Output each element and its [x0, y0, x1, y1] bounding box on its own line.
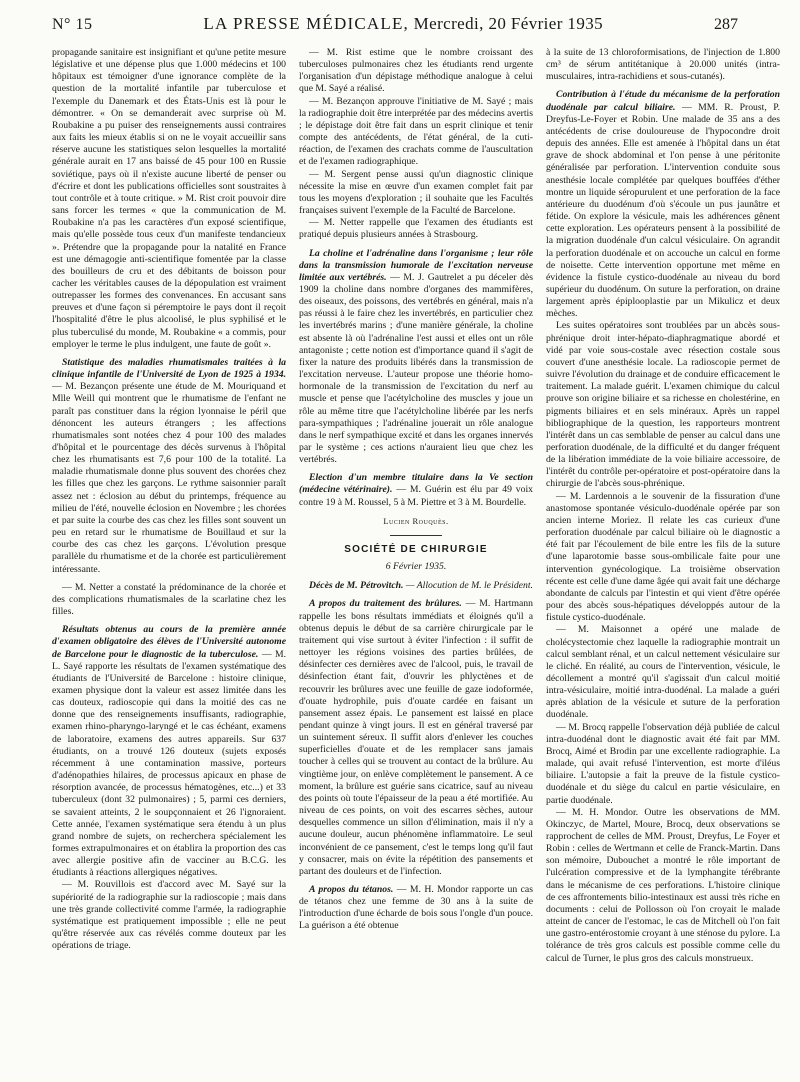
paragraph [299, 580, 533, 592]
paragraph: Les suites opératoires sont troublées par un abcès sous-phrénique droit inter-hépato-diaphragmatique abordé et vidé par voie sous-costale avec résection costale sous couvert d'une anesthésie locale. La radioscopie permet de suivre l'évolution du drainage et de conduire efficacement le traitement. La malade guérit. L'examen chimique du calcul prouve son origine biliaire et sa richesse en cholestérine, en pigments biliaires et en sels minéraux. Après un rappel bibliographique de la question, les rapporteurs montrent l'intérêt dans un cas semblable de penser au calcul dans une perforation duodénale, de la difficulté et du danger fréquent de la libération immédiate de la voie biliaire accessoire, de l'intérêt du contrôle per-opératoire et post-opératoire dans la chirurgie de l'abcès sous-phrénique. [546, 320, 780, 490]
paragraph-body: — M. Hartmann rappelle les bons résultats immédiats et éloignés qu'il a obtenus depuis le début de sa carrière chirurgicale par le traitement qui vise surtout à éviter l'infection : il suffit de nettoyer les régions voisines des parties brûlées, de désinfecter ces dernières avec de l'alcool, puis, le travail de désinfection étant fait, d'ouvrir les phlyctènes et de recouvrir les brûlures avec une feuille de gaze iodoformée, d'ouate hydrophile, puis d'ouate cardée en faisant un pansement assez épais. Le pansement est laissé en place pendant quinze à vingt jours. Il est en général traversé par un suintement séreux. Il suffit alors d'enlever les couches superficielles d'ouate et de les remplacer sans jamais toucher à celles qui se trouvent au contact de la brûlure. Au vingtième jour, on enlève complètement le pansement. A ce moment, la brûlure est guérie sans cicatrice, sauf au niveau des points où toute l'épaisseur de la peau a été mortifiée. Au niveau de ces points, on voit des escarres sèches, autour desquelles commence un sillon d'élimination, mais il n'y a aucune douleur, aucun phénomène inflammatoire. Le seul inconvénient de ce pansement, c'est le temps long qu'il faut y consacrer, mais on évite la répétition des pansements et partant des douleurs et de l'infection. [299, 598, 533, 877]
paragraph-heading: Statistique des maladies rhumatismales traitées à la clinique infantile de l'Université de Lyon de 1925 à 1934. [52, 356, 286, 381]
paragraph [299, 598, 533, 878]
paragraph-heading: Résultats obtenus au cours de la première année d'examen obligatoire des élèves de l'Université autonome de Barcelone pour le diagnostic de la tuberculose. [52, 624, 286, 660]
paragraph-body: — Allocution de M. le Président. [403, 580, 533, 592]
paragraph: — M. Brocq rappelle l'observation déjà publiée de calcul intra-duodénal dont le diagnostic avait été fait par MM. Brocq, Aimé et Brodin par une excellente radiographie. La malade, qui avait refusé l'intervention, est morte d'iléus biliaire. L'autopsie a fait la preuve de la fistule cystico-duodénale et du siège du calcul en partie vésiculaire, en partie duodénale. [546, 721, 780, 806]
paragraph-body: — MM. R. Proust, P. Dreyfus-Le-Foyer et Robin. Une malade de 35 ans a des antécédents de crise douloureuse de l'hypocondre droit depuis des années. Elle est amenée à l'hôpital dans un état grave de shock abdominal et l'on pense à une péritonite généralisée par perforation. L'intervention conduite sous anesthésie locale complétée par quelques bouffées d'éther montre un liquide séropurulent et une perforation de la face antérieure du duodénum d'où s'écoule un pus jaunâtre et fétide. On explore la vésicule, mais les adhérences gênent cette exploration. Les opérateurs pensent à la possibilité de la migration duodénale d'un calcul vésiculaire. On agrandit la perforation duodénale et on accouche un calcul en forme de noisette. Cette intervention opportune met même en évidence la fistule cystico-duodénale au niveau du bord supérieur du duodénum. On suture la perforation, on draine largement après épiplooplastie par un Mikulicz et deux mèches. [546, 101, 780, 320]
issue-date: Mercredi, 20 Février 1935 [413, 14, 604, 33]
section-divider [390, 535, 442, 536]
paragraph-body: — M. H. Mondor rapporte un cas de tétanos chez une femme de 30 ans à la suite de l'introduction d'une écharde de bois sous l'ongle d'un pouce. La guérison a été obtenue [299, 884, 533, 932]
paragraph-body: — M. J. Gautrelet a pu déceler dès 1909 la choline dans nombre d'organes des mammifères, des oiseaux, des poissons, des vertébrés en général, mais n'a pas réussi à le faire chez les invertébrés, en particulier chez les invertébrés marins ; d'une manière générale, la choline est absente là où l'adrénaline l'est aussi et elles ont un rôle antagoniste ; cette notion est d'importance quand il s'agit de fixer la nature des produits libérés dans la transmission de l'excitation nerveuse. L'auteur propose une théorie homo-hormonale de la transmission de l'excitation du nerf au muscle et pense que l'acétylcholine des muscles y joue un rôle au même titre que l'acétylcholine libérée par les nerfs para-sympathiques ; l'adrénaline jouerait un rôle analogue dans le nerf sympathique excité et dans les organes innervés par le système ; ces actions n'auraient lieu que chez les vertébrés. [299, 271, 533, 466]
paragraph: — M. Maisonnet a opéré une malade de cholécystectomie chez laquelle la radiographie montrait un calcul semblant rénal, et un calcul nettement vésiculaire sur le cliché. En réalité, au cours de l'intervention, vésicule, le décollement a montré qu'il s'agissait d'un calcul moitié intra-vésiculaire, moitié intra-duodénal. La malade a guéri après ablation de la vésicule et suture de la perforation duodénale. [546, 624, 780, 721]
paragraph: — M. Lardennois a le souvenir de la fissuration d'une anastomose spontanée vésiculo-duodénale opérée par son ancien interne Moriez. Il relate les cas curieux d'une perforation duodénale par calcul biliaire où le diagnostic a été fait par l'écoulement de bile entre les fils de la suture d'une laparotomie basse sous-ombilicale faite pour une intervention gynécologique. La troisième observation récente est celle d'une dame âgée qui avait fait une décharge abondante de calculs par l'intestin et qui vient d'être opérée pour des abcès sous-hépatiques développés autour de la fistule cystico-duodénale. [546, 490, 780, 624]
issue-number: N° 15 [52, 16, 93, 33]
paragraph: — M. Bezançon approuve l'initiative de M. Sayé ; mais la radiographie doit être interprétée par des médecins avertis ; le dépistage doit être fait dans un esprit clinique et tenir compte des antécédents, de l'état général, de la cuti-réaction, de l'examen des crachats comme de l'auscultation et de l'examen radiographique. [299, 95, 533, 168]
paragraph [52, 624, 286, 879]
paragraph [299, 248, 533, 467]
author-signature: Lucien Rouquès. [383, 515, 449, 526]
paragraph-body: — M. Bezançon présente une étude de M. Mouriquand et Mlle Weill qui montrent que le rhumatisme de l'enfant ne paraît pas constituer dans la région lyonnaise le péril que dénoncent les auteurs étrangers ; les affections rhumatismales sont notées chez 4 pour 100 des malades d'hôpital et le pourcentage des décès survenus à l'hôpital chez les rhumatisants est 7,6 pour 100 de la totalité. La maladie rhumatismale donne plus souvent des chorées chez les filles que chez les garçons. Le rythme saisonnier paraît assez net : éclosion au début du printemps, fréquence au milieu de l'été, nouvelle éclosion en Novembre ; les chorées et par suite la courbe des cas chez les filles sont souvent un peu en retard sur le rhumatisme de Bouillaud et sur la courbe des cas chez les garçons. L'évolution presque parallèle du rhumatisme et de la chorée est particulièrement intéressante. [52, 381, 286, 575]
masthead [203, 14, 603, 34]
paragraph: — M. Rouvillois est d'accord avec M. Sayé sur la supériorité de la radiographie sur la radioscopie ; mais dans une très grande collectivité comme l'armée, la radiographie systématique est pratiquement impossible ; elle ne peut qu'être réservée aux cas révélés comme douteux par les opérations de triage. [52, 879, 286, 952]
paragraph: — M. Rist estime que le nombre croissant des tuberculoses pulmonaires chez les étudiants rend urgente l'organisation d'un dépistage méthodique analogue à celui que M. Sayé a réalisé. [299, 47, 533, 95]
section-date: 6 Février 1935. [385, 561, 447, 573]
paragraph: — M. H. Mondor. Outre les observations de MM. Okinczyc, de Martel, Moure, Brocq, deux observations se rapprochent de celles de MM. Proust, Dreyfus, Le Foyer et Robin : celles de Wertmann et celle de Franck-Martin. Dans son mémoire, Dubouchet a montré le rôle important de l'ulcération compressive et de la lymphangite térébrante dans le mécanisme de ces perforations. L'histoire clinique de ces affrontements bilio-intestinaux est aussi très riche en documents : celui de Pollosson où l'on croyait le malade atteint de cancer de l'estomac, le cas de Mitchell où l'on fait une gastro-entérostomie croyant à une sténose du pylore. La tolérance de très gros calculs est possible comme celle du calcul de Turner, le plus gros des calculs monstrueux. [546, 806, 780, 964]
paragraph: — M. Netter a constaté la prédominance de la chorée et des complications rhumatismales de la scarlatine chez les filles. [52, 581, 286, 618]
paragraph [546, 89, 780, 320]
paragraph [299, 472, 533, 508]
column-middle [299, 47, 533, 1069]
section-title: SOCIÉTÉ DE CHIRURGIE [344, 543, 488, 555]
paragraph-body: — M. Guérin est élu par 49 voix contre 19 à M. Roussel, 5 à M. Piettre et 3 à M. Bourdelle. [299, 484, 533, 508]
paragraph: propagande sanitaire est insignifiant et qu'une petite mesure législative et une dépense plus que 1.000 médecins et 100 hôpitaux est témoigner d'une ignorance complète de la question de la mortalité infantile par tuberculose et l'exemple du Danemark et des États-Unis est là pour le démontrer. « On se demanderait avec surprise où M. Roubakine a pu puiser des renseignements aussi contraires aux faits les mieux établis si on ne le voyait accueillir sans réserve aucune les statistiques selon lesquelles la mortalité générale aurait en 17 ans baissé de 45 pour 100 en Russie soviétique, pays où il n'existe aucune liberté de penser ou d'écrire et dont les publications officielles sont soustraites à tout contrôle et à toute critique. » M. Rist croit pouvoir dire sans forcer les termes « que la communication de M. Roubakine n'a pas les caractères d'un exposé scientifique, mais qu'elle possède tous ceux d'un manifeste tendancieux ». Prétendre que la propagande pour la natalité en France est une démagogie anti-scientifique fomentée par la classe des bouilleurs de cru et des débitants de boisson pour cacher les véritables causes de la dépopulation est vraiment outrepasser les formes des convenances. En accusant sans preuves et d'une façon si péremptoire le pays dont il reçoit l'hospitalité d'être le plus alcoolisé, le plus syphilisé et le plus tuberculisé du monde, M. Roubakine « a commis, pour employer le terme le plus indulgent, une faute de goût ». [52, 47, 286, 350]
paragraph-body: — M. L. Sayé rapporte les résultats de l'examen systématique des étudiants de l'Université de Barcelone : histoire clinique, examen physique dont la valeur est assez limitée dans les cas douteux, radioscopie qui dans la moitié des cas ne donne que des renseignements insuffisants, radiographie, examen rhino-pharyngo-laryngé et le cas échéant, examens de laboratoire, examens des autres appareils. Sur 637 étudiants, on a trouvé 126 douteux (sujets exposés récemment à une contamination massive, porteurs d'adénopathies hilaires, de processus apicaux en phase de résorption avancée, de processus hématogènes, etc...) et 33 tuberculeux (dont 32 pulmonaires) ; 5, parmi ces derniers, se savaient atteints, 2 le soupçonnaient et 26 l'ignoraient. Cette année, l'examen systématique sera étendu à un plus grand nombre de sujets, on recherchera spécialement les formes extrapulmonaires et on établira la proportion des cas avec allergie positive afin de vacciner au B.C.G. les étudiants à réactions allergiques négatives. [52, 648, 286, 879]
article-columns [52, 47, 780, 1069]
publication-name: LA PRESSE MÉDICALE, [203, 14, 409, 33]
paragraph [52, 357, 286, 576]
paragraph: à la suite de 13 chloroformisations, de l'injection de 1.800 cm³ de sérum antitétanique à 20.000 unités (intra-musculaires, intra-rachidiens et sous-cutanés). [546, 47, 780, 83]
paragraph-heading: A propos du tétanos. [309, 884, 394, 895]
paragraph: — M. Netter rappelle que l'examen des étudiants est pratiqué depuis plusieurs années à Strasbourg. [299, 217, 533, 241]
column-left [52, 47, 286, 1069]
running-head [52, 14, 738, 36]
paragraph [299, 884, 533, 933]
paragraph-heading: Contribution à l'étude du mécanisme de la perforation duodénale par calcul biliaire. [546, 89, 780, 113]
column-right [546, 47, 780, 1069]
paragraph-heading: La choline et l'adrénaline dans l'organisme ; leur rôle dans la transmission humorale de l'excitation nerveuse limitée aux vertébrés. [299, 247, 533, 283]
paragraph: — M. Sergent pense aussi qu'un diagnostic clinique nécessite la mise en œuvre d'un examen complet fait par tous les moyens d'exploration ; il souhaite que les Facultés françaises suivent l'exemple de la Faculté de Barcelone. [299, 168, 533, 217]
paragraph-heading: A propos du traitement des brûlures. [309, 598, 462, 610]
paragraph-heading: Election d'un membre titulaire dans la Ve section (médecine vétérinaire). [299, 472, 533, 496]
page-number: 287 [713, 16, 738, 33]
paragraph-heading: Décès de M. Pétrovitch. [309, 580, 404, 592]
